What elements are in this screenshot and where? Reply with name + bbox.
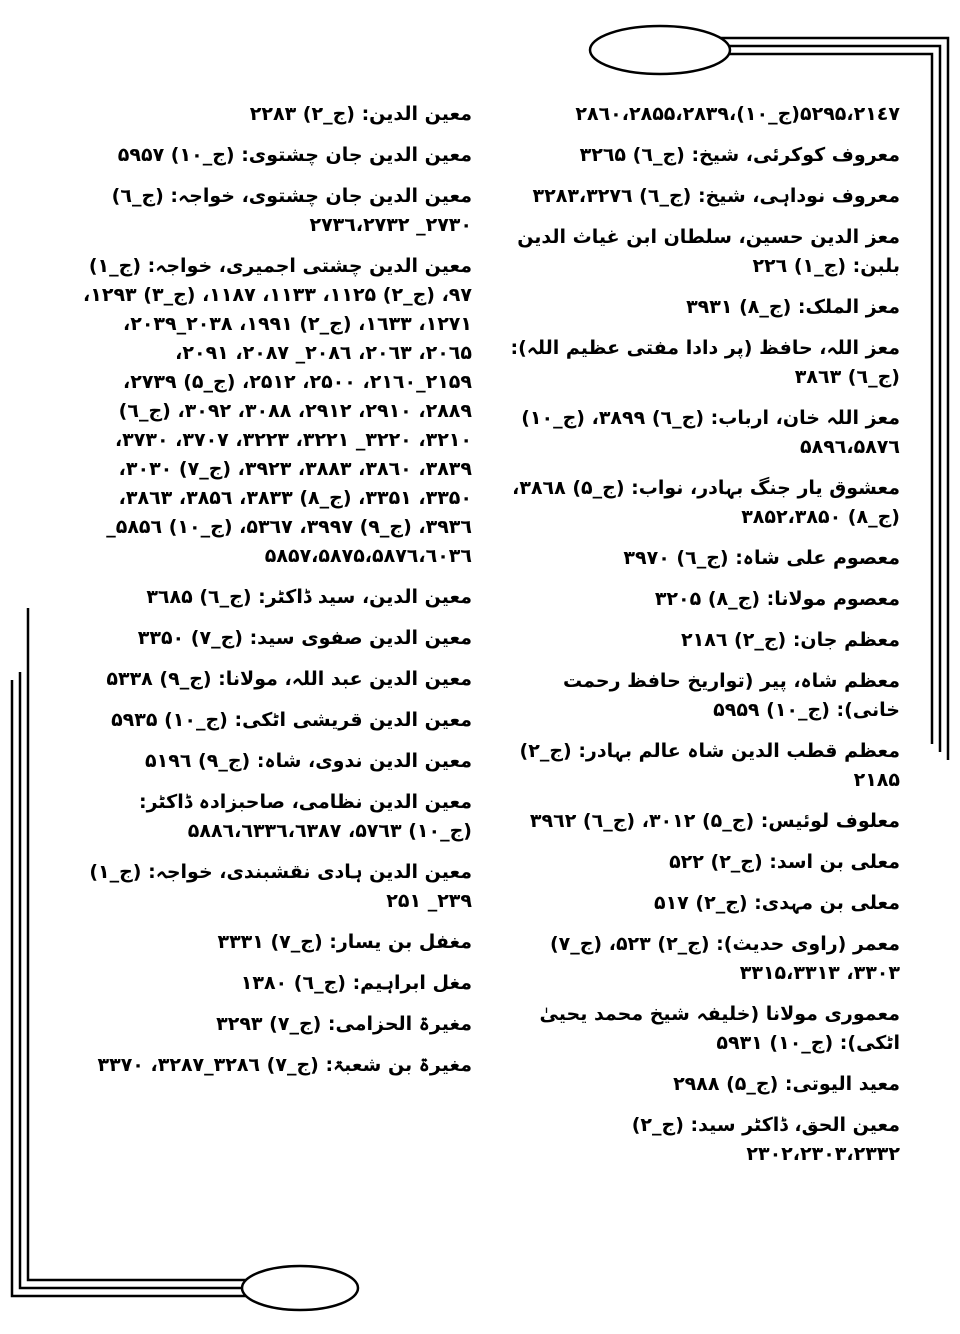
index-entry: معین الدین قریشی اٹکی: (ج_١٠) ۵٩٣۵ [111, 709, 472, 731]
index-entry: معظم جان: (ج_٢) ٢١٨٦ [681, 629, 900, 651]
top-ornament-oval [590, 26, 730, 74]
index-entry: ٢١٤٧،۵٢٩۵(ج_١٠)،٢٨٦٠،٢٨۵۵،٢٨٣٩ [575, 103, 900, 125]
index-entry: معظم شاہ، پیر (تواریخ حافظ رحمت خانی): (ج_١٠) ۵٩۵٩ [563, 670, 900, 721]
index-entry: مغل ابراہیم: (ج_٦) ١٣٨٠ [240, 972, 472, 994]
index-entry: معروف نوداہی، شیخ: (ج_٦) ٣٢٨٣،٣٢٧٦ [532, 185, 900, 207]
index-entry: معز الدین حسین، سلطان ابن غیاث الدین بلبن: (ج_١) ٢٢٦ [517, 226, 900, 277]
index-entry: معین الدین ہادی نقشبندی، خواجہ: (ج_١) ٢٣٩_ ٢۵١ [89, 861, 472, 912]
index-entry: معلوف لوئیس: (ج_۵) ٣٠١٢، (ج_٦) ٣٩٦٢ [529, 810, 900, 832]
index-entry: معشوق یار جنگ بہادر، نواب: (ج_۵) ٣٨٦٨، (ج_٨) ٣٨۵٢،٣٨۵٠ [512, 477, 900, 528]
index-entry: معمر (راوی حدیث): (ج_٢) ۵٢٣، (ج_٧) ٣٣٠٣، ٣٣١۵،٣٣١٣ [549, 933, 900, 984]
index-entry: معین الدین، سید ڈاکٹر: (ج_٦) ٣٦٨۵ [146, 586, 472, 608]
index-entry: معین الدین ندوی، شاہ: (ج_٩) ۵١٩٦ [145, 750, 472, 772]
index-entry: مغفل بن یسار: (ج_٧) ٣٣٣١ [217, 931, 472, 953]
index-entry: مغیرۃ الحزامی: (ج_٧) ٣٢٩٣ [216, 1013, 472, 1035]
index-entry: مغیرۃ بن شعبۃ: (ج_٧) ٣٢٨٦_٣٢٨٧، ٣٣٧٠ [97, 1054, 472, 1076]
index-column-left [72, 100, 472, 1092]
index-entry: معین الدین چشتی اجمیری، خواجہ: (ج_١) ٩٧، (ج_٢) ١١٢۵، ١١٣٣، ١١٨٧، (ج_٣) ١٢٩٣، ١٢٧١، ١٦٣٣، (ج_٢) ١٩٩١، ٢٠٣٨_٢٠٣٩، ٢٠٦۵، ٢٠٦٣، ٢٠٨٦_ ٢٠٨٧، ٢٠٩١، ٢١۵٩_٢١٦٠، ٢۵٠٠، ٢۵١٢، (ج_۵) ٢٧٣٩، ٢٨٨٩، ٢٩١٠، ٢٩١٢، ٣٠٨٨، ٣٠٩٢، (ج_٦) ٣٢١٠، ٣٢٢٠_ ٣٢٢١، ٣٢٢٣، ٣٧٠٧، ٣٧٣٠، ٣٨٣٩، ٣٨٦٠، ٣٨٨٣، ٣٩٢٣، (ج_٧) ٣٠٣٠، ٣٣۵٠، ٣٣۵١، (ج_٨) ٣٨٣٣، ٣٨۵٦، ٣٨٦٣، ٣٩٣٦، (ج_٩) ٣٩٩٧، ۵٣٦٧، (ج_١٠) ۵٨۵٦_ ۵٨۵٧،۵٨٧۵،۵٨٧٦،٦٠٣٦ [83, 255, 472, 567]
index-entry: معین الدین عبد اللہ، مولانا: (ج_٩) ۵٣٣٨ [106, 668, 472, 690]
index-entry: معز اللہ خان، ارباب: (ج_٦) ٣٨٩٩، (ج_١٠) ۵٨٩٦،۵٨٧٦ [521, 407, 900, 458]
index-column-right [500, 100, 900, 1181]
index-entry: معز الملک: (ج_٨) ٣٩٣١ [686, 296, 900, 318]
index-entry: معین الدین صفوی سید: (ج_٧) ٣٣۵٠ [137, 627, 472, 649]
index-entry: معین الدین نظامی، صاحبزادہ ڈاکٹر: (ج_١٠) ۵٧٦٣، ۵٨٨٦،٦٣٣٦،٦٣٨٧ [139, 791, 472, 842]
index-entry: معلی بن مہدی: (ج_٢) ۵١٧ [653, 892, 900, 914]
index-entry: معصوم مولانا: (ج_٨) ٣٢٠۵ [654, 588, 900, 610]
index-entry: معموری مولانا (خلیفہ شیخ محمد یحییٰ اٹکی): (ج_١٠) ۵٩٣١ [539, 1003, 900, 1054]
index-entry: معز اللہ، حافظ (پر دادا مفتی عظیم اللہ): (ج_٦) ٣٨٦٣ [510, 337, 900, 388]
bottom-ornament-oval [242, 1266, 358, 1310]
index-entry: معظم قطب الدین شاہ عالم بہادر: (ج_٢) ٢١٨۵ [519, 740, 900, 791]
index-entry: معین الدین: (ج_٢) ٢٢٨٣ [249, 103, 472, 125]
index-entry: معلی بن اسد: (ج_٢) ۵٢٢ [669, 851, 900, 873]
index-entry: معین الدین جان چشتوی، خواجہ: (ج_٦) ٢٧٣٠_ ٢٧٣٦،٢٧٣٢ [111, 185, 472, 236]
index-entry: معید الیوتی: (ج_۵) ٢٩٨٨ [673, 1073, 900, 1095]
index-entry: معصوم علی شاہ: (ج_٦) ٣٩٧٠ [623, 547, 900, 569]
index-entry: معین الحق، ڈاکٹر سید: (ج_٢) ٢٣٠٢،٢٣٠٣،٢٣٣٢ [631, 1114, 900, 1165]
index-entry: معین الدین جان چشتوی: (ج_١٠) ۵٩۵٧ [117, 144, 472, 166]
index-entry: معروف کوکرئی، شیخ: (ج_٦) ٣٢٦۵ [579, 144, 900, 166]
